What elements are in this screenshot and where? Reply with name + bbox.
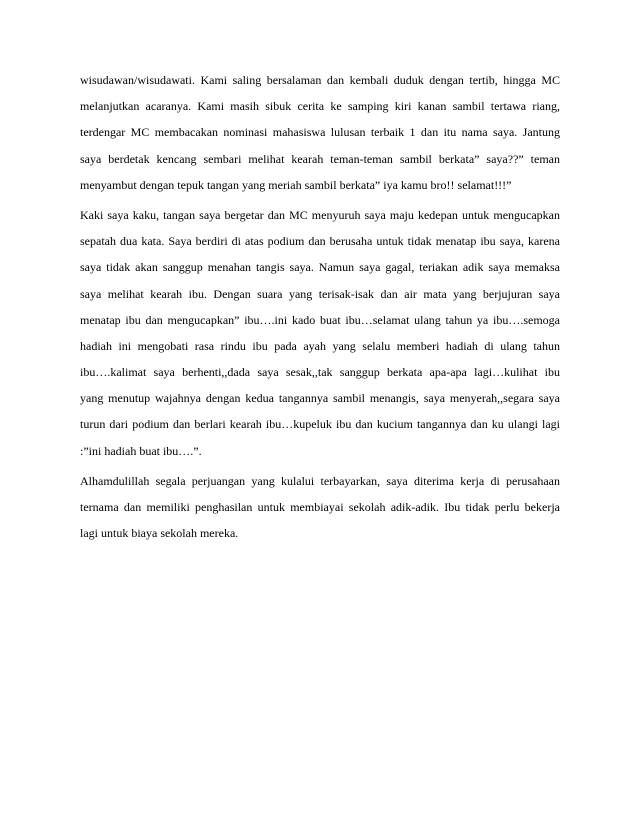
text-line: Alhamdulillah segala perjuangan yang kulalui terbayarkan, saya diterima kerja di perusahaan — [80, 473, 560, 488]
text-line: saya berdetak kencang sembari melihat kearah teman-teman sambil berkata” saya??” teman — [80, 151, 560, 166]
text-line: sepatah dua kata. Saya berdiri di atas podium dan berusaha untuk tidak menatap ibu saya, karena — [80, 234, 560, 249]
text-line: ternama dan memiliki penghasilan untuk membiayai sekolah adik-adik. Ibu tidak perlu bekerja — [80, 500, 560, 514]
paragraph-3 — [80, 468, 560, 547]
text-line: saya melihat kearah ibu. Dengan suara yang terisak-isak dan air mata yang berjujuran saya — [80, 286, 560, 301]
text-line: lagi untuk biaya sekolah mereka. — [80, 526, 239, 541]
text-line: Kaki saya kaku, tangan saya bergetar dan MC menyuruh saya maju kedepan untuk mengucapkan — [80, 207, 560, 222]
text-line: hadiah ini mengobati rasa rindu ibu pada ayah yang selalu memberi hadiah di ulang tahun — [80, 338, 560, 353]
text-line: wisudawan/wisudawati. Kami saling bersalaman dan kembali duduk dengan tertib, hingga MC — [80, 73, 560, 87]
text-line: :”ini hadiah buat ibu….”. — [80, 443, 202, 458]
document-body — [80, 67, 560, 546]
text-line: terdengar MC membacakan nominasi mahasiswa lulusan terbaik 1 dan itu nama saya. Jantung — [80, 125, 560, 140]
text-line: menatap ibu dan mengucapkan” ibu….ini kado buat ibu…selamat ulang tahun ya ibu….semoga — [80, 312, 560, 327]
paragraph-2 — [80, 202, 560, 464]
text-line: saya tidak akan sanggup menahan tangis saya. Namun saya gagal, teriakan adik saya memaksa — [80, 260, 560, 275]
text-line: yang menutup wajahnya dengan kedua tangannya sambil menangis, saya menyerah,,segara saya — [80, 391, 560, 406]
text-line: turun dari podium dan berlari kearah ibu…kupeluk ibu dan kucium tangannya dan ku ulangi lagi — [80, 417, 560, 432]
text-line: ibu….kalimat saya berhenti,,dada saya sesak,,tak sanggup berkata apa-apa lagi…kulihat ibu — [80, 365, 560, 380]
text-line: menyambut dengan tepuk tangan yang meriah sambil berkata” iya kamu bro!! selamat!!!” — [80, 177, 512, 192]
paragraph-1 — [80, 67, 560, 198]
text-line: melanjutkan acaranya. Kami masih sibuk cerita ke samping kiri kanan sambil tertawa riang, — [80, 99, 560, 114]
